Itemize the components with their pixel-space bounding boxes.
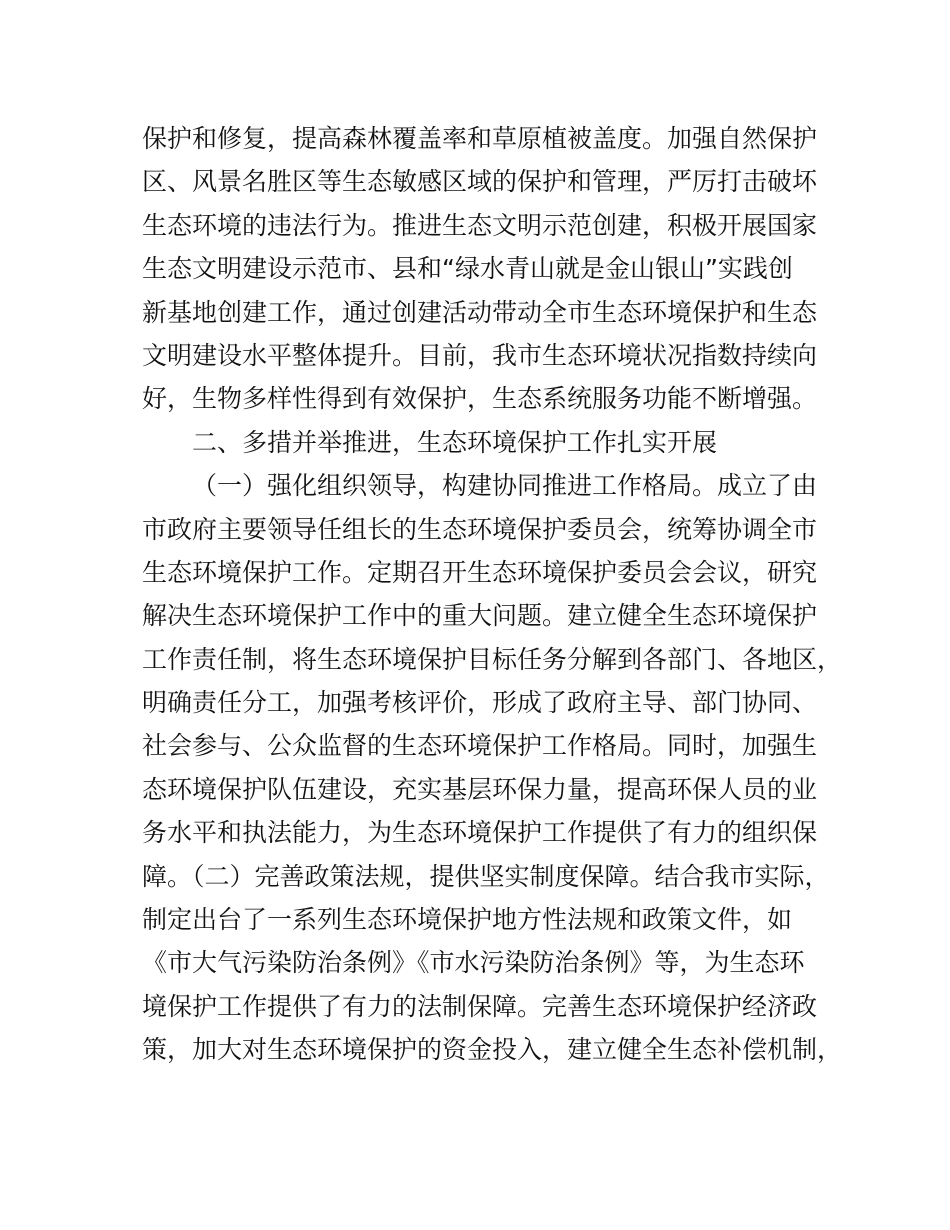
text-line: 《市大气污染防治条例》《市水污染防治条例》等，为生态环 — [142, 948, 805, 978]
text-line: 明确责任分工，加强考核评价，形成了政府主导、部门协同、 — [142, 688, 818, 718]
text-line: 新基地创建工作，通过创建活动带动全市生态环境保护和生态 — [142, 297, 818, 327]
text-line: 生态环境的违法行为。推进生态文明示范创建，积极开展国家 — [142, 210, 818, 240]
text-line: 生态文明建设示范市、县和“绿水青山就是金山银山”实践创 — [142, 254, 793, 284]
document-body — [142, 117, 842, 1072]
text-line: 保护和修复，提高森林覆盖率和草原植被盖度。加强自然保护 — [142, 124, 818, 153]
text-line: 生态环境保护工作。定期召开生态环境保护委员会会议，研究 — [142, 557, 818, 587]
text-line: 好，生物多样性得到有效保护，生态系统服务功能不断增强。 — [142, 384, 818, 414]
text-line: 务水平和执法能力，为生态环境保护工作提供了有力的组织保 — [142, 818, 818, 848]
text-line: 工作责任制，将生态环境保护目标任务分解到各部门、各地区， — [142, 644, 843, 674]
text-line: 障。（二）完善政策法规，提供坚实制度保障。结合我市实际， — [142, 861, 830, 891]
text-line: 制定出台了一系列生态环境保护地方性法规和政策文件，如 — [142, 905, 793, 935]
text-line: 市政府主要领导任组长的生态环境保护委员会，统筹协调全市 — [142, 514, 818, 544]
text-line: 区、风景名胜区等生态敏感区域的保护和管理，严厉打击破坏 — [142, 167, 818, 197]
text-line: 态环境保护队伍建设，充实基层环保力量，提高环保人员的业 — [142, 774, 818, 804]
text-line: 文明建设水平整体提升。目前，我市生态环境状况指数持续向 — [142, 340, 818, 370]
subsection-first-line: （一）强化组织领导，构建协同推进工作格局。成立了由 — [192, 471, 818, 501]
text-line: 境保护工作提供了有力的法制保障。完善生态环境保护经济政 — [142, 991, 818, 1021]
section-heading: 二、多措并举推进，生态环境保护工作扎实开展 — [192, 427, 718, 457]
text-line: 策，加大对生态环境保护的资金投入，建立健全生态补偿机制， — [142, 1035, 843, 1065]
text-line: 解决生态环境保护工作中的重大问题。建立健全生态环境保护 — [142, 601, 818, 631]
text-line: 社会参与、公众监督的生态环境保护工作格局。同时，加强生 — [142, 731, 818, 761]
